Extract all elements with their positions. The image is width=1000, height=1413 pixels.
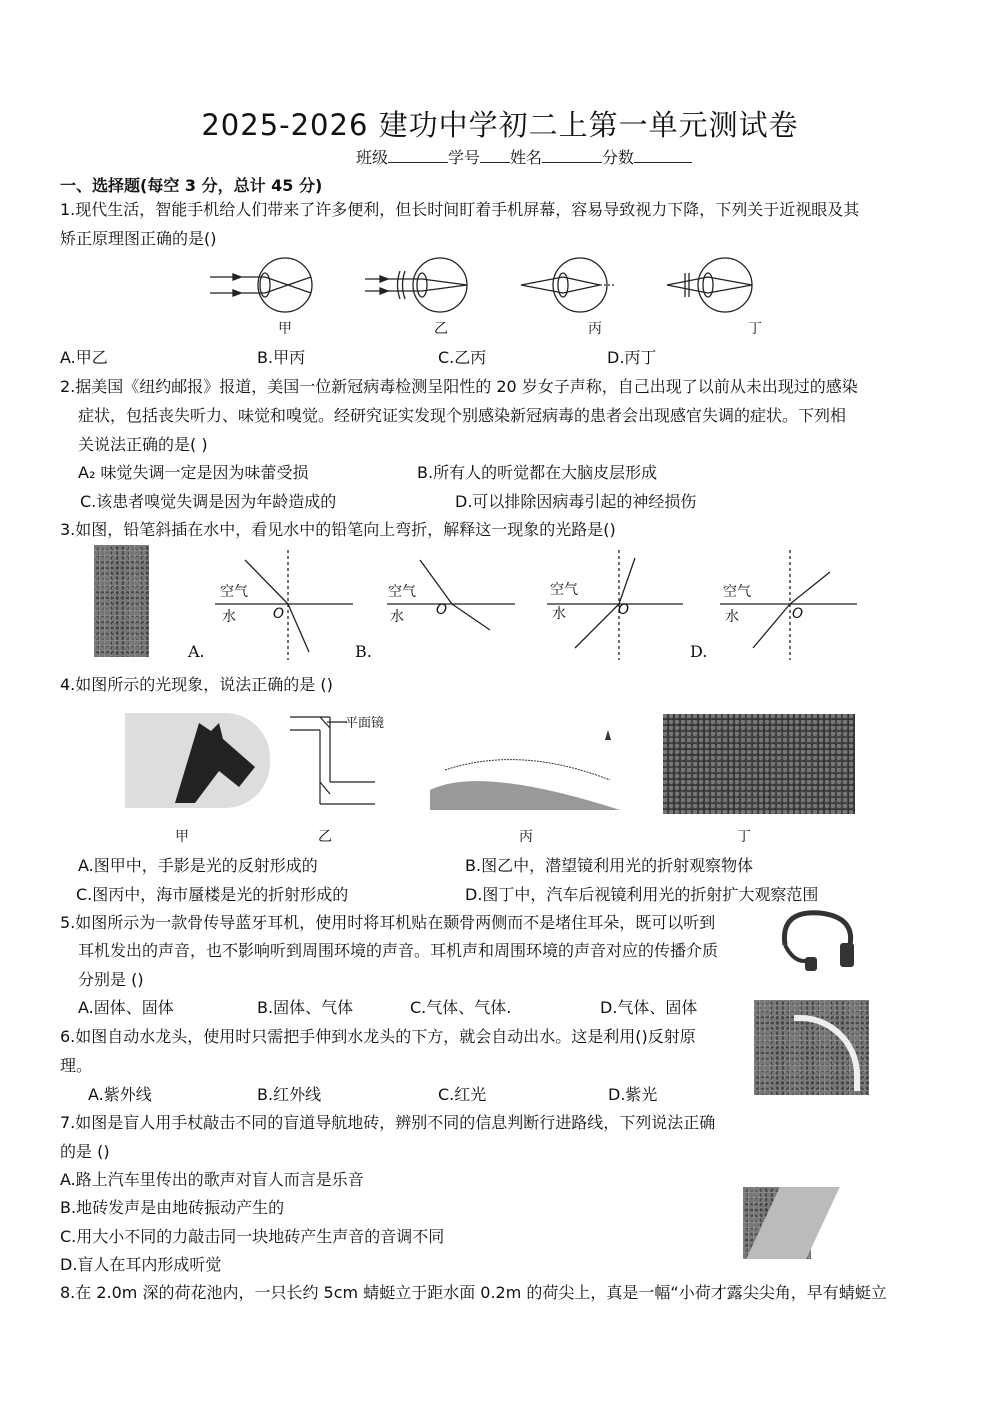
option-a[interactable]: A.图甲中，手影是光的反射形成的 [78,856,318,875]
hand-shadow-figure [125,713,270,808]
option-b[interactable]: B. [355,642,372,661]
question-text: 5.如图所示为一款骨传导蓝牙耳机，使用时将耳机贴在颞骨两侧而不是堵住耳朵，既可以听到 [60,913,716,932]
option-b[interactable]: B.甲丙 [257,348,306,367]
question-text: 理。 [60,1056,93,1075]
student-info-fields [356,145,692,168]
air-label: 空气 [550,582,578,598]
class-blank[interactable] [388,148,448,163]
option-a[interactable]: A₂ 味觉失调一定是因为味蕾受损 [78,463,309,482]
student-number-blank[interactable] [480,148,510,163]
question-text: 2.据美国《纽约邮报》报道，美国一位新冠病毒检测呈阳性的 20 岁女子声称，自己出现了以前从未出现过的感染 [60,377,858,396]
figure-label: 丙 [519,829,533,845]
question-text: 的是 () [60,1142,110,1161]
eye-figure-bing [521,258,615,312]
bone-conduction-headphone-image [770,905,865,975]
score-label: 分数 [602,148,635,167]
eye-figure-jia [210,258,312,312]
air-label: 空气 [723,584,751,600]
question-text: 6.如图自动水龙头，使用时只需把手伸到水龙头的下方，就会自动出水。这是利用()反射原 [60,1027,696,1046]
eye-diagrams [205,255,795,320]
figure-label: 丙 [588,321,602,337]
question-text: 关说法正确的是( ) [78,435,208,454]
name-blank[interactable] [542,148,602,163]
option-a[interactable]: A.甲乙 [60,348,108,367]
water-label: 水 [725,609,739,625]
origin-label: O [436,602,448,618]
figure-label: 乙 [318,829,332,845]
score-blank[interactable] [634,148,692,163]
question-text: 分别是 () [78,970,144,989]
origin-label: O [618,602,630,618]
option-d[interactable]: D.丙丁 [607,348,657,367]
mirror-label: 平面镜 [345,716,385,731]
automatic-faucet-photo [754,1000,869,1095]
page-title: 2025-2026 建功中学初二上第一单元测试卷 [201,108,799,142]
car-mirror-photo [663,714,855,814]
question-text: 耳机发出的声音，也不影响听到周围环境的声音。耳机声和周围环境的声音对应的传播介质 [78,941,719,960]
origin-label: O [273,606,285,622]
option-d[interactable]: D.紫光 [608,1085,658,1104]
option-a[interactable]: A. [188,642,205,661]
figure-label: 丁 [737,829,751,845]
option-b[interactable]: B.图乙中，潜望镜利用光的折射观察物体 [465,856,754,875]
mirage-figure [420,715,620,815]
eye-figure-yi [365,258,467,312]
option-d[interactable]: D.图丁中，汽车后视镜利用光的折射扩大观察范围 [465,885,819,904]
air-label: 空气 [220,584,248,600]
question-text: 8.在 2.0m 深的荷花池内，一只长约 5cm 蜻蜓立于距水面 0.2m 的荷尖上，真是一幅“小荷才露尖尖角，早有蜻蜓立 [60,1283,887,1302]
water-label: 水 [390,609,404,625]
question-text: 3.如图，铅笔斜插在水中，看见水中的铅笔向上弯折，解释这一现象的光路是() [60,520,616,539]
option-b[interactable]: B.固体、气体 [257,998,354,1017]
option-a[interactable]: A.路上汽车里传出的歌声对盲人而言是乐音 [60,1170,364,1189]
question-text: 7.如图是盲人用手杖敲击不同的盲道导航地砖，辨别不同的信息判断行进路线，下列说法正确 [60,1113,716,1132]
option-c[interactable]: C.红光 [438,1085,487,1104]
option-d[interactable]: D.气体、固体 [600,998,698,1017]
option-b[interactable]: B.红外线 [257,1085,322,1104]
figure-label: 甲 [175,829,189,845]
pencil-in-water-photo [94,545,149,657]
class-label: 班级 [356,148,389,167]
water-label: 水 [222,609,236,625]
option-d[interactable]: D.可以排除因病毒引起的神经损伤 [455,492,697,511]
question-text: 4.如图所示的光现象，说法正确的是 () [60,675,333,694]
water-label: 水 [552,606,566,622]
option-c[interactable]: C.该患者嗅觉失调是因为年龄造成的 [80,492,337,511]
option-a[interactable]: A.固体、固体 [78,998,174,1017]
air-label: 空气 [388,584,416,600]
figure-label: 丁 [748,321,762,337]
option-c[interactable]: C.图丙中，海市蜃楼是光的折射形成的 [76,885,349,904]
refraction-diagrams [215,550,865,660]
question-text: 症状，包括丧失听力、味觉和嗅觉。经研究证实发现个别感染新冠病毒的患者会出现感官失调的症状。下列相 [78,406,847,425]
question-text: 矫正原理图正确的是() [60,229,217,248]
section-heading: 一、选择题(每空 3 分，总计 45 分) [60,176,323,195]
option-b[interactable]: B.所有人的听觉都在大脑皮层形成 [417,463,658,482]
option-c[interactable]: C.用大小不同的力敲击同一块地砖产生声音的音调不同 [60,1227,445,1246]
origin-label: O [792,606,804,622]
eye-figure-ding [667,258,752,312]
option-d[interactable]: D.盲人在耳内形成听觉 [60,1255,222,1274]
figure-label: 甲 [278,321,292,337]
question-text: 1.现代生活，智能手机给人们带来了许多便利，但长时间盯着手机屏幕，容易导致视力下降，下列关于近视眼及其 [60,200,860,219]
option-d[interactable]: D. [690,642,708,661]
option-c[interactable]: C.乙丙 [438,348,487,367]
tactile-paving-photo [743,1187,811,1259]
student-number-label: 学号 [448,148,481,167]
name-label: 姓名 [510,148,543,167]
option-a[interactable]: A.紫外线 [88,1085,152,1104]
figure-label: 乙 [434,321,448,337]
option-b[interactable]: B.地砖发声是由地砖振动产生的 [60,1198,285,1217]
option-c[interactable]: C.气体、气体. [410,998,512,1017]
